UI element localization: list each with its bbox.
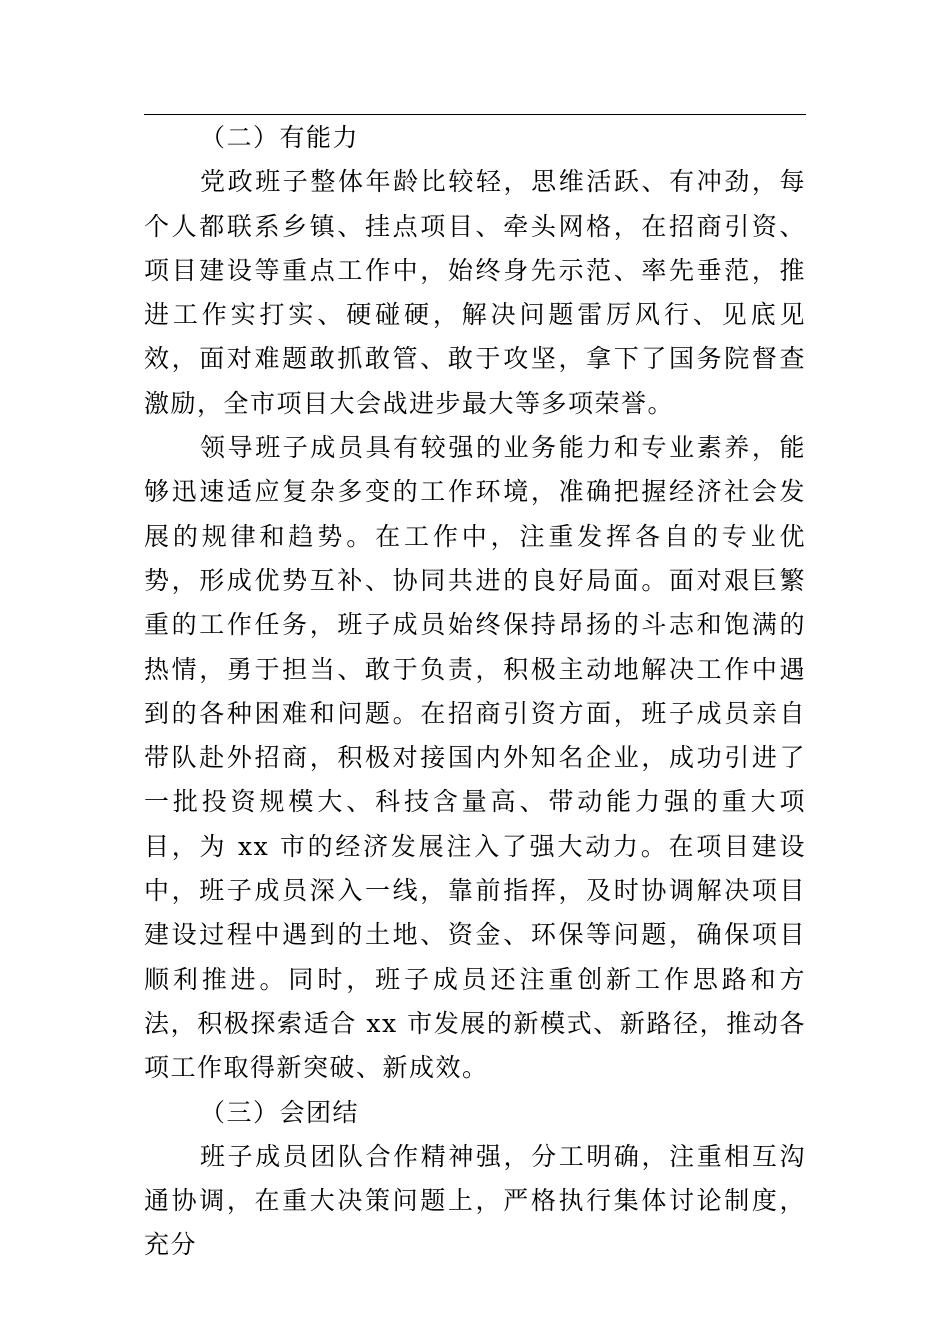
paragraph: 班子成员团队合作精神强，分工明确，注重相互沟通协调，在重大决策问题上，严格执行集体讨论制度，充分 — [144, 1141, 806, 1260]
section-heading: （三）会团结 — [200, 1097, 360, 1127]
paragraph: 领导班子成员具有较强的业务能力和专业素养，能够迅速适应复杂多变的工作环境，准确把握经济社会发展的规律和趋势。在工作中，注重发挥各自的专业优势，形成优势互补、协同共进的良好局面。面对艰巨繁重的工作任务，班子成员始终保持昂扬的斗志和饱满的热情，勇于担当、敢于负责，积极主动地解决工作中遇到的各种困难和问题。在招商引资方面，班子成员亲自带队赴外招商，积极对接国内外知名企业，成功引进了一批投资规模大、科技含量高、带动能力强的重大项目，为 xx 市的经济发展注入了强大动力。在项目建设中，班子成员深入一线，靠前指挥，及时协调解决项目建设过程中遇到的土地、资金、环保等问题，确保项目顺利推进。同时，班子成员还注重创新工作思路和方法，积极探索适合 xx 市发展的新模式、新路径，推动各项工作取得新突破、新成效。 — [144, 433, 806, 1083]
section-heading: （二）有能力 — [200, 123, 360, 152]
paragraph: 党政班子整体年龄比较轻，思维活跃、有冲劲，每个人都联系乡镇、挂点项目、牵头网格，在招商引资、项目建设等重点工作中，始终身先示范、率先垂范，推进工作实打实、硬碰硬，解决问题雷厉风行、见底见效，面对难题敢抓敢管、敢于攻坚，拿下了国务院督查激励，全市项目大会战进步最大等多项荣誉。 — [144, 167, 806, 418]
header-rule — [144, 114, 806, 115]
document-body — [144, 116, 806, 1268]
